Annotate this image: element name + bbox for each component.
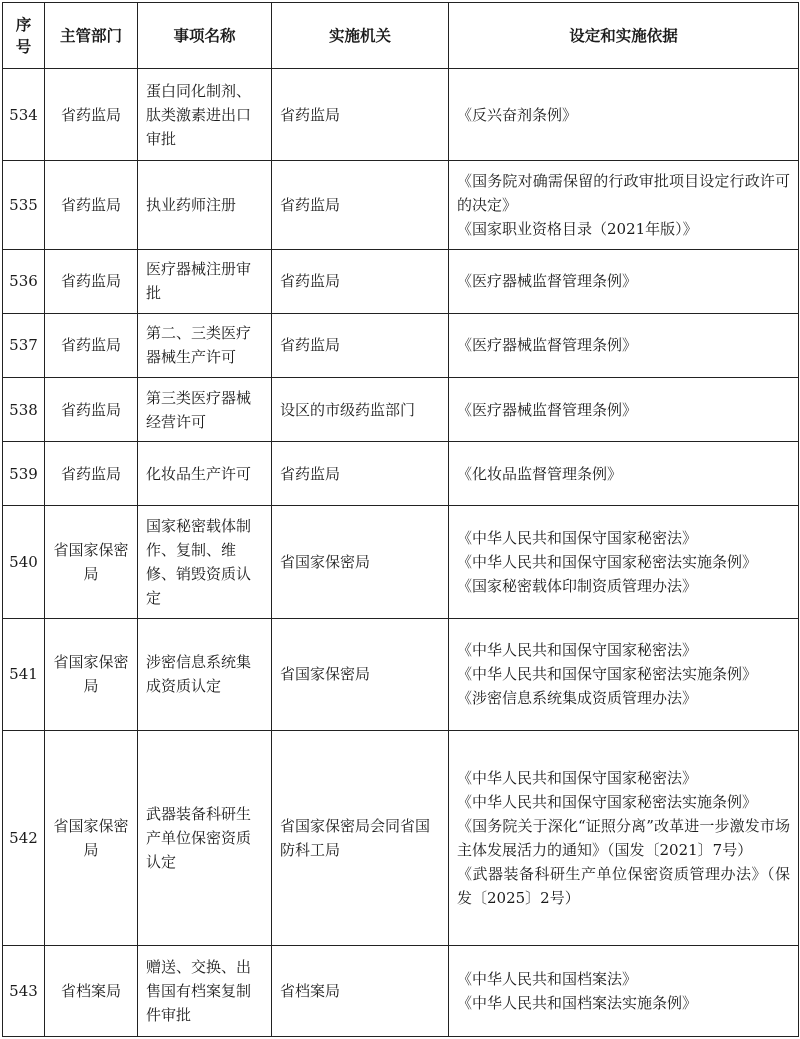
table-body	[3, 69, 799, 1037]
row-department: 省药监局	[45, 377, 138, 441]
row-implementing-org: 省药监局	[272, 442, 449, 506]
table-row	[3, 506, 799, 618]
row-department: 省药监局	[45, 442, 138, 506]
row-number: 541	[3, 618, 45, 730]
legal-basis-entry: 《中华人民共和国保守国家秘密法》	[457, 528, 698, 547]
header-dept: 主管部门	[45, 3, 138, 69]
legal-basis-entry: 《医疗器械监督管理条例》	[457, 272, 638, 291]
row-implementing-org: 设区的市级药监部门	[272, 377, 449, 441]
row-item-name: 化妆品生产许可	[138, 442, 272, 506]
legal-basis-entry: 《国家秘密载体印制资质管理办法》	[457, 576, 698, 595]
row-implementing-org: 省国家保密局会同省国防科工局	[272, 730, 449, 945]
row-legal-basis	[449, 730, 799, 945]
legal-basis-entry: 《中华人民共和国保守国家秘密法实施条例》	[457, 792, 758, 811]
legal-basis-entry: 《医疗器械监督管理条例》	[457, 400, 638, 419]
row-number: 536	[3, 249, 45, 313]
header-item: 事项名称	[138, 3, 272, 69]
row-legal-basis	[449, 161, 799, 249]
legal-basis-entry: 《中华人民共和国档案法》	[457, 969, 638, 988]
row-number: 543	[3, 945, 45, 1036]
legal-basis-entry: 《化妆品监督管理条例》	[457, 464, 623, 483]
header-basis: 设定和实施依据	[449, 3, 799, 69]
legal-basis-entry: 《中华人民共和国保守国家秘密法》	[457, 641, 698, 660]
row-item-name: 武器装备科研生产单位保密资质认定	[138, 730, 272, 945]
table-row	[3, 161, 799, 249]
table-row	[3, 69, 799, 161]
header-no: 序号	[3, 3, 45, 69]
row-implementing-org: 省国家保密局	[272, 618, 449, 730]
legal-basis-entry: 《中华人民共和国保守国家秘密法实施条例》	[457, 665, 758, 684]
legal-basis-entry: 《反兴奋剂条例》	[457, 105, 578, 124]
row-implementing-org: 省药监局	[272, 313, 449, 377]
row-legal-basis	[449, 69, 799, 161]
row-number: 540	[3, 506, 45, 618]
legal-basis-entry: 《医疗器械监督管理条例》	[457, 336, 638, 355]
legal-basis-entry: 《中华人民共和国保守国家秘密法实施条例》	[457, 552, 758, 571]
header-org: 实施机关	[272, 3, 449, 69]
row-number: 539	[3, 442, 45, 506]
row-legal-basis	[449, 506, 799, 618]
legal-basis-entry: 《中华人民共和国保守国家秘密法》	[457, 768, 698, 787]
row-number: 535	[3, 161, 45, 249]
row-number: 537	[3, 313, 45, 377]
legal-basis-entry: 《国家职业资格目录（2021年版）》	[457, 219, 698, 238]
legal-basis-entry: 《中华人民共和国档案法实施条例》	[457, 993, 698, 1012]
approval-items-table	[2, 2, 799, 1037]
row-legal-basis	[449, 442, 799, 506]
row-item-name: 国家秘密载体制作、复制、维修、销毁资质认定	[138, 506, 272, 618]
legal-basis-entry: 《国务院关于深化“证照分离”改革进一步激发市场主体发展活力的通知》（国发〔2021〕7号）	[457, 816, 790, 859]
row-implementing-org: 省药监局	[272, 161, 449, 249]
row-department: 省药监局	[45, 249, 138, 313]
row-implementing-org: 省国家保密局	[272, 506, 449, 618]
row-department: 省国家保密局	[45, 618, 138, 730]
row-department: 省国家保密局	[45, 506, 138, 618]
table-row	[3, 377, 799, 441]
row-department: 省药监局	[45, 313, 138, 377]
row-implementing-org: 省药监局	[272, 249, 449, 313]
row-item-name: 涉密信息系统集成资质认定	[138, 618, 272, 730]
row-number: 534	[3, 69, 45, 161]
row-department: 省药监局	[45, 161, 138, 249]
table-row	[3, 442, 799, 506]
header-row	[3, 3, 799, 69]
table-row	[3, 618, 799, 730]
row-legal-basis	[449, 313, 799, 377]
row-item-name: 第三类医疗器械经营许可	[138, 377, 272, 441]
row-department: 省国家保密局	[45, 730, 138, 945]
legal-basis-entry: 《武器装备科研生产单位保密资质管理办法》（保发〔2025〕2号）	[457, 864, 790, 907]
legal-basis-entry: 《国务院对确需保留的行政审批项目设定行政许可的决定》	[457, 171, 790, 214]
row-item-name: 第二、三类医疗器械生产许可	[138, 313, 272, 377]
row-legal-basis	[449, 618, 799, 730]
row-number: 538	[3, 377, 45, 441]
row-number: 542	[3, 730, 45, 945]
row-item-name: 蛋白同化制剂、肽类激素进出口审批	[138, 69, 272, 161]
row-implementing-org: 省档案局	[272, 945, 449, 1036]
table-row	[3, 945, 799, 1036]
row-legal-basis	[449, 249, 799, 313]
table-row	[3, 730, 799, 945]
row-legal-basis	[449, 945, 799, 1036]
row-item-name: 赠送、交换、出售国有档案复制件审批	[138, 945, 272, 1036]
legal-basis-entry: 《涉密信息系统集成资质管理办法》	[457, 689, 698, 708]
table-row	[3, 249, 799, 313]
table-row	[3, 313, 799, 377]
row-item-name: 医疗器械注册审批	[138, 249, 272, 313]
row-implementing-org: 省药监局	[272, 69, 449, 161]
row-legal-basis	[449, 377, 799, 441]
row-item-name: 执业药师注册	[138, 161, 272, 249]
row-department: 省档案局	[45, 945, 138, 1036]
row-department: 省药监局	[45, 69, 138, 161]
